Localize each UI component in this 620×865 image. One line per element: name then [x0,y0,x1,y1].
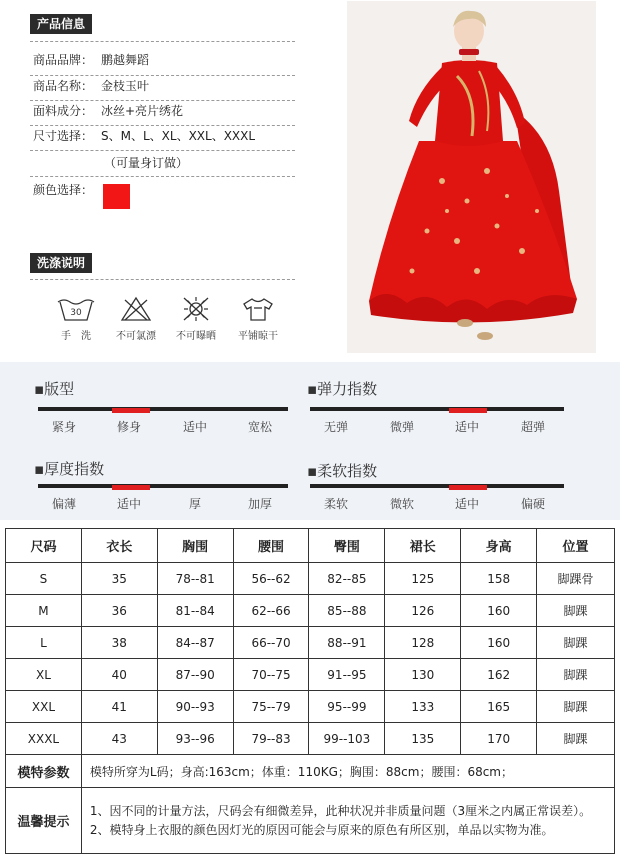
table-cell: 81--84 [157,595,233,627]
elasticity-option: 超弹 [520,420,546,434]
table-cell: 85--88 [309,595,385,627]
table-cell: 128 [385,627,461,659]
table-cell: 75--79 [233,691,309,723]
fabric-row [33,103,183,119]
table-header: 尺码 [6,529,82,563]
softness-option: 偏硬 [520,497,546,511]
version-option: 紧身 [51,420,77,434]
table-cell: 43 [81,723,157,755]
table-cell: 99--103 [309,723,385,755]
table-header: 裙长 [385,529,461,563]
name-value: 金枝玉叶 [101,79,150,93]
elasticity-option: 无弹 [323,420,349,434]
size-value: S、M、L、XL、XXL、XXXL [101,129,256,143]
tips-text [81,788,614,854]
table-cell: 79--83 [233,723,309,755]
table-row [6,595,615,627]
hand-wash-30-icon [56,296,96,322]
divider [30,100,295,101]
elasticity-title: ▪弹力指数 [307,380,378,398]
brand-value: 鹏越舞蹈 [101,53,150,67]
table-cell: 84--87 [157,627,233,659]
hand-wash-label: 手 洗 [61,331,91,342]
color-label: 颜色选择： [33,183,94,197]
divider [30,176,295,177]
table-cell: 38 [81,627,157,659]
thickness-bar [38,484,288,488]
version-option: 修身 [116,420,142,434]
divider [30,150,295,151]
table-cell: 90--93 [157,691,233,723]
table-cell: 78--81 [157,563,233,595]
table-cell: 158 [461,563,537,595]
table-cell: 脚踝 [537,723,615,755]
model-row [6,755,615,788]
name-row [33,78,149,94]
thickness-option: 加厚 [247,497,273,511]
tip-1: 1、因不同的计量方法，尺码会有细微差异，此种状况并非质量问题（3厘米之内属正常误差）。 [89,803,592,818]
elasticity-bar [310,407,564,411]
name-label: 商品名称： [33,79,94,93]
table-cell: 88--91 [309,627,385,659]
table-cell: 93--96 [157,723,233,755]
table-cell: 脚踝 [537,627,615,659]
table-cell: 135 [385,723,461,755]
dry-flat-icon [241,296,275,322]
no-bleach-icon [119,296,153,322]
table-cell: XXL [6,691,82,723]
dry-flat-label: 平铺晾干 [238,331,278,342]
elasticity-marker [449,408,487,413]
model-label: 模特参数 [6,755,82,788]
table-row [6,659,615,691]
table-cell: 91--95 [309,659,385,691]
table-cell: 脚踝 [537,691,615,723]
no-sun-label: 不可曝晒 [176,331,216,342]
size-table [5,528,615,854]
care-item-dry-flat [226,296,290,342]
table-cell: 40 [81,659,157,691]
table-cell: 56--62 [233,563,309,595]
table-cell: 160 [461,627,537,659]
table-row [6,691,615,723]
table-header: 身高 [461,529,537,563]
care-item-no-sun [164,296,228,342]
table-cell: 170 [461,723,537,755]
version-title: ▪版型 [34,380,75,398]
table-cell: 133 [385,691,461,723]
tips-label: 温馨提示 [6,788,82,854]
table-header: 臀围 [309,529,385,563]
thickness-option: 厚 [188,497,202,511]
table-cell: 160 [461,595,537,627]
fit-panel [0,362,620,520]
size-row [33,128,255,144]
table-cell: L [6,627,82,659]
svg-text:30: 30 [70,308,82,318]
table-cell: 36 [81,595,157,627]
softness-option: 柔软 [323,497,349,511]
table-row [6,627,615,659]
model-text: 模特所穿为L码；身高:163cm；体重：110KG；胸围：88cm；腰围：68cm； [81,755,614,788]
thickness-title: ▪厚度指数 [34,460,105,478]
table-cell: 125 [385,563,461,595]
divider [30,279,295,280]
elasticity-option: 适中 [454,420,480,434]
table-row [6,563,615,595]
color-swatch-red[interactable] [103,184,130,209]
table-cell: XL [6,659,82,691]
table-cell: 130 [385,659,461,691]
brand-row [33,52,149,68]
thickness-marker [112,485,150,490]
table-cell: 35 [81,563,157,595]
table-header: 位置 [537,529,615,563]
table-cell: 66--70 [233,627,309,659]
table-header-row [6,529,615,563]
fabric-value: 冰丝+亮片绣花 [101,104,184,118]
table-cell: S [6,563,82,595]
table-row [6,723,615,755]
table-header: 胸围 [157,529,233,563]
thickness-option: 偏薄 [51,497,77,511]
table-cell: 87--90 [157,659,233,691]
care-item-hand-wash [44,296,108,342]
table-cell: 162 [461,659,537,691]
table-header: 衣长 [81,529,157,563]
thickness-option: 适中 [116,497,142,511]
table-cell: 95--99 [309,691,385,723]
product-photo [347,1,596,353]
table-cell: 41 [81,691,157,723]
care-tag: 洗涤说明 [30,253,92,273]
softness-marker [449,485,487,490]
table-cell: 脚踝 [537,659,615,691]
softness-title: ▪柔软指数 [307,462,378,480]
softness-bar [310,484,564,488]
table-cell: 脚踝 [537,595,615,627]
softness-option: 微软 [389,497,415,511]
no-sun-dry-icon [179,296,213,322]
divider [30,75,295,76]
divider [30,41,295,42]
divider [30,125,295,126]
custom-note: （可量身订做） [104,156,189,170]
table-cell: M [6,595,82,627]
version-marker [112,408,150,413]
tips-row [6,788,615,854]
table-cell: 脚踝骨 [537,563,615,595]
table-header: 腰围 [233,529,309,563]
size-label: 尺寸选择： [33,129,94,143]
brand-label: 商品品牌： [33,53,94,67]
version-bar [38,407,288,411]
fabric-label: 面料成分： [33,104,94,118]
version-option: 适中 [182,420,208,434]
table-cell: 62--66 [233,595,309,627]
care-item-no-bleach [104,296,168,342]
version-option: 宽松 [247,420,273,434]
table-cell: XXXL [6,723,82,755]
table-cell: 165 [461,691,537,723]
no-bleach-label: 不可氯漂 [116,331,156,342]
product-info-tag: 产品信息 [30,14,92,34]
table-cell: 126 [385,595,461,627]
softness-option: 适中 [454,497,480,511]
tip-2: 2、模特身上衣服的颜色因灯光的原因可能会与原来的原色有所区别，单品以实物为准。 [89,822,554,837]
table-cell: 82--85 [309,563,385,595]
elasticity-option: 微弹 [389,420,415,434]
table-cell: 70--75 [233,659,309,691]
